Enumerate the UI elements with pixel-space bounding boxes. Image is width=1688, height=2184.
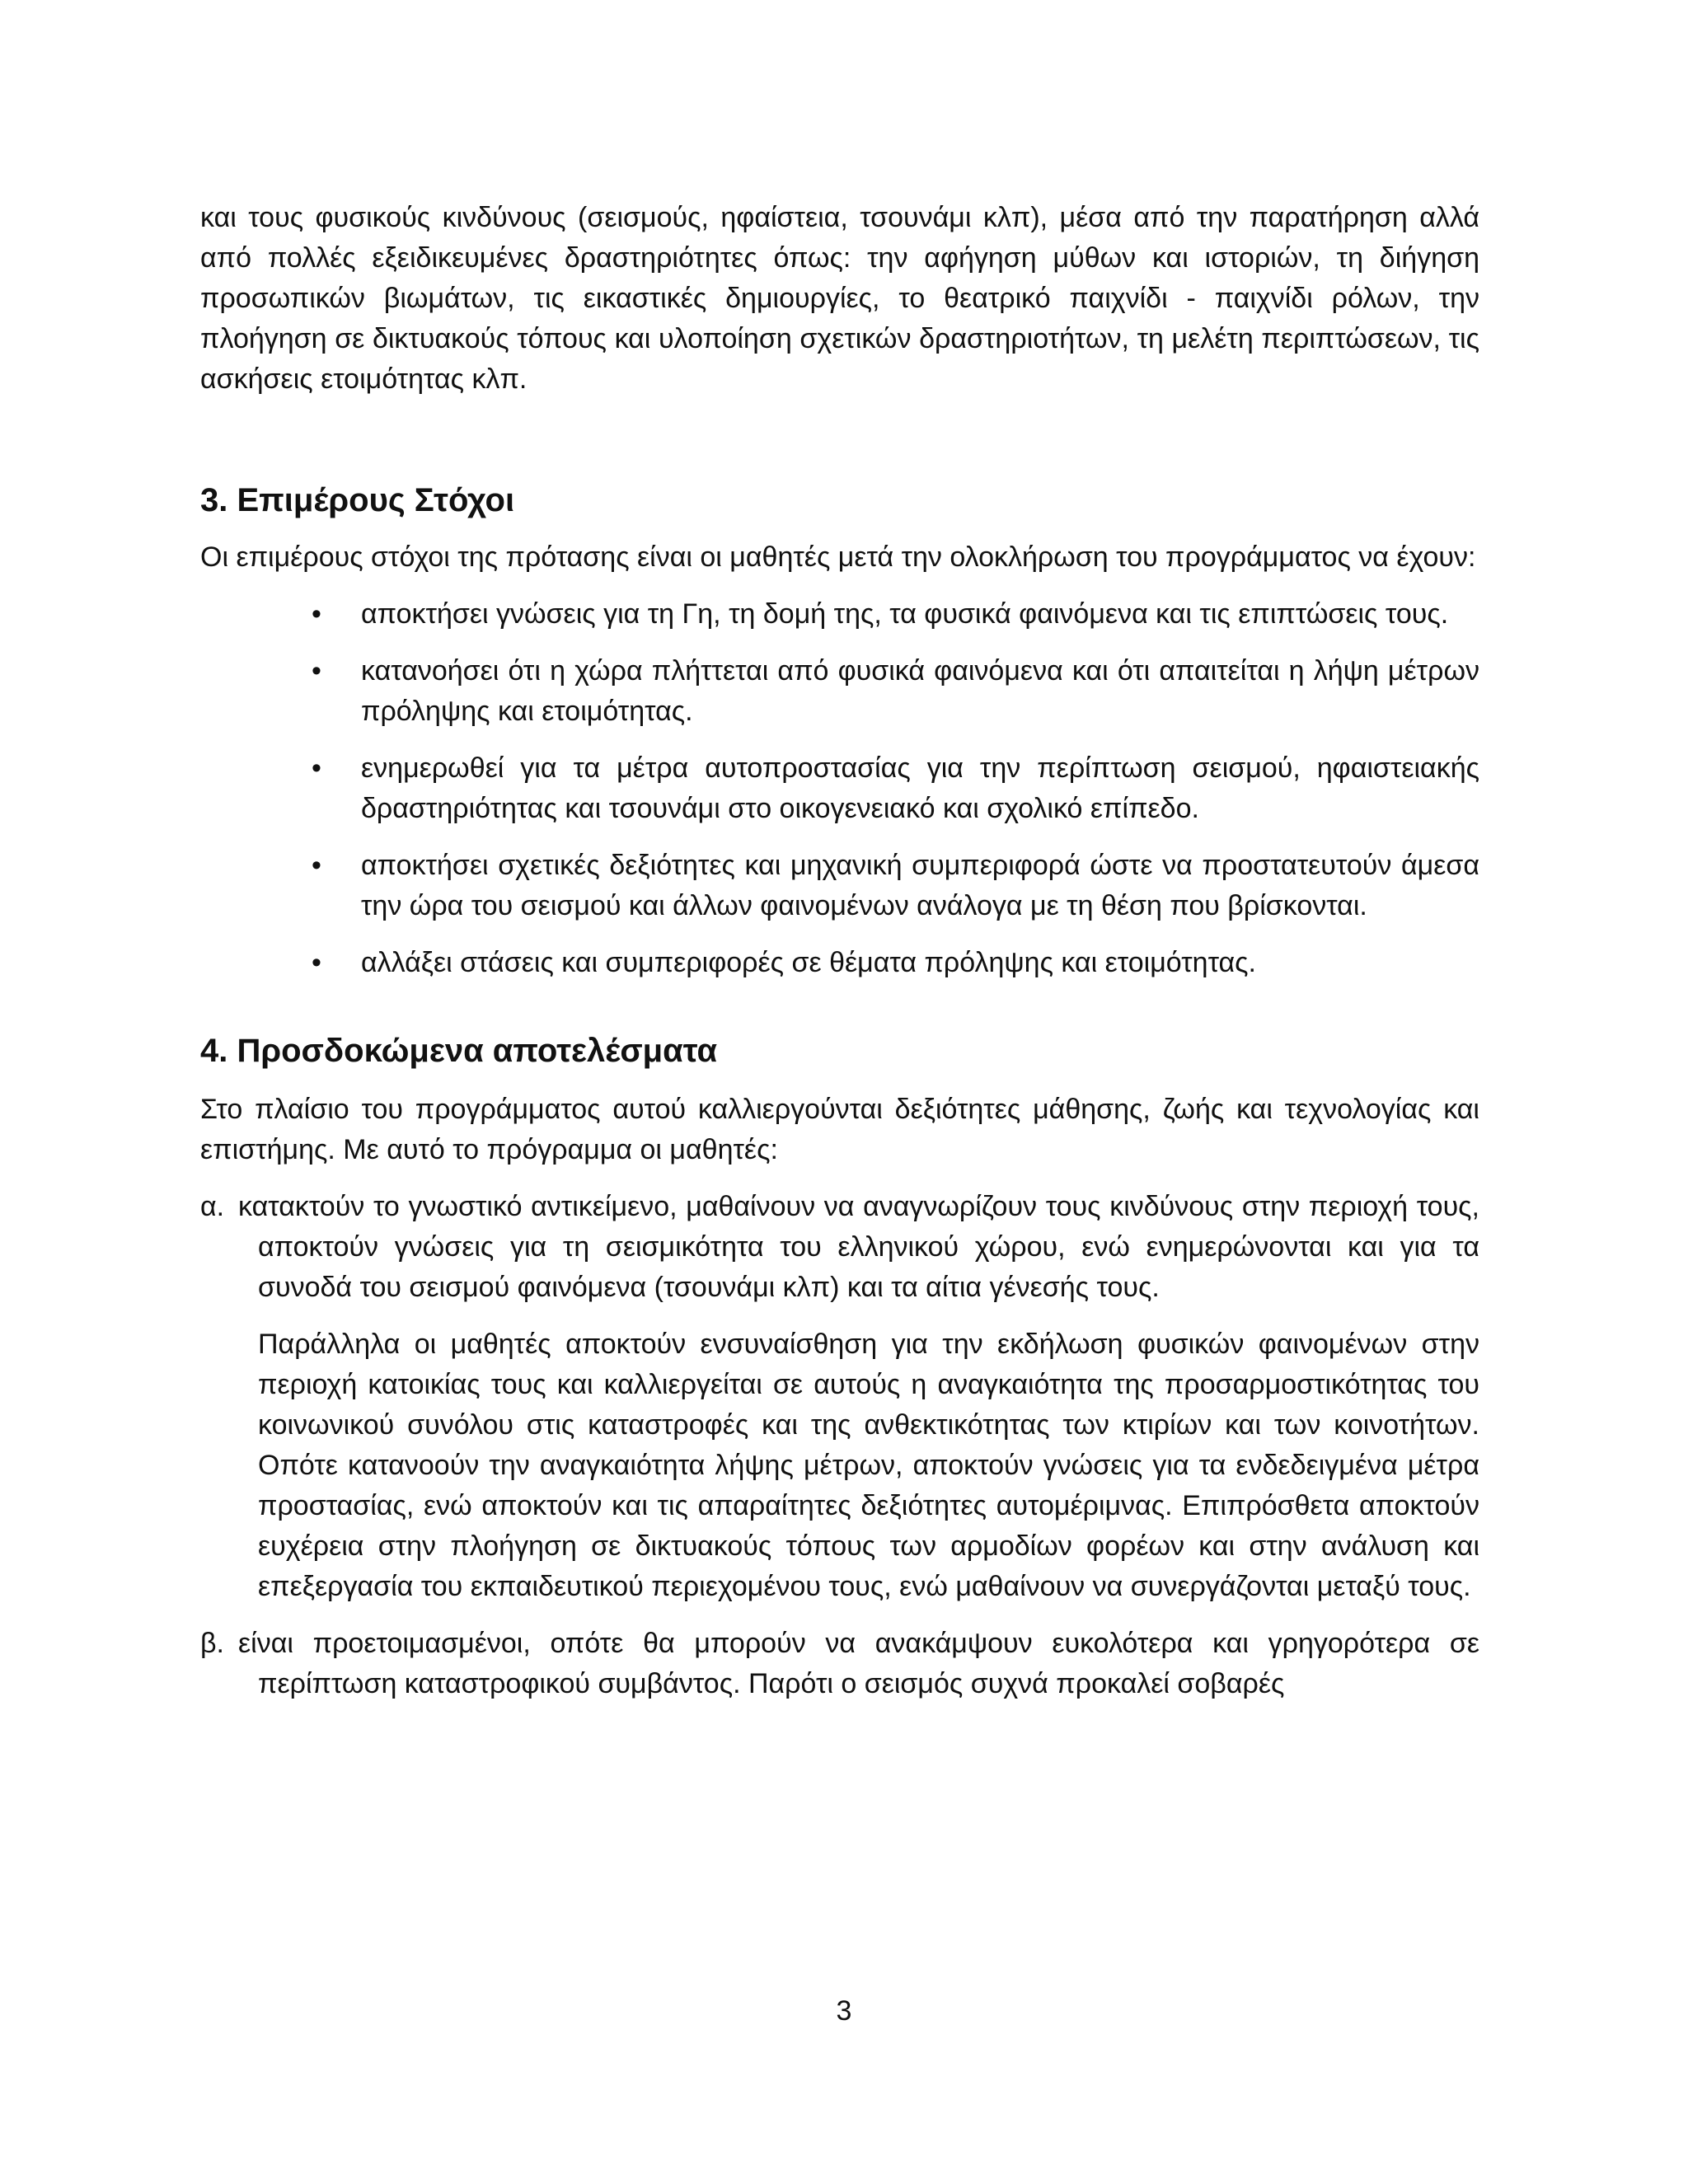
outcome-item-b: [200, 1624, 1479, 1704]
objective-text: ενημερωθεί για τα μέτρα αυτοπροστασίας για την περίπτωση σεισμού, ηφαιστειακής δραστηριότητας και τσουνάμι στο οικογενειακό και σχολικό επίπεδο.: [361, 752, 1479, 824]
outcome-text-a: κατακτούν το γνωστικό αντικείμενο, μαθαίνουν να αναγνωρίζουν τους κινδύνους στην περιοχή τους, αποκτούν γνώσεις για τη σεισμικότητα του ελληνικού χώρου, ενώ ενημερώνονται και για τα συνοδά του σεισμού φαινόμενα (τσουνάμι κλπ) και τα αίτια γένεσής τους.: [238, 1191, 1479, 1303]
objective-text: αλλάξει στάσεις και συμπεριφορές σε θέματα πρόληψης και ετοιμότητας.: [361, 947, 1257, 978]
section-3-intro: Οι επιμέρους στόχοι της πρότασης είναι οι μαθητές μετά την ολοκλήρωση του προγράμματος να έχουν:: [200, 541, 1476, 573]
outcome-marker-b: β.: [200, 1628, 225, 1659]
bullet-icon: •: [312, 752, 321, 784]
outcome-text-b: είναι προετοιμασμένοι, οπότε θα μπορούν να ανακάμψουν ευκολότερα και γρηγορότερα σε περίπτωση καταστροφικού συμβάντος. Παρότι ο σεισμός συχνά προκαλεί σοβαρές: [238, 1628, 1479, 1699]
outcome-item-a: [200, 1187, 1479, 1308]
section-3-heading: 3. Επιμέρους Στόχοι: [200, 482, 515, 518]
section-4-heading: 4. Προσδοκώμενα αποτελέσματα: [200, 1033, 718, 1069]
page-number: 3: [836, 1995, 852, 2027]
section-4-intro: Στο πλαίσιο του προγράμματος αυτού καλλιεργούνται δεξιότητες μάθησης, ζωής και τεχνολογίας και επιστήμης. Με αυτό το πρόγραμμα οι μαθητές:: [200, 1094, 1479, 1165]
objective-text: αποκτήσει γνώσεις για τη Γη, τη δομή της, τα φυσικά φαινόμενα και τις επιπτώσεις τους.: [361, 598, 1449, 630]
objective-text: αποκτήσει σχετικές δεξιότητες και μηχανική συμπεριφορά ώστε να προστατευτούν άμεσα την ώρα του σεισμού και άλλων φαινομένων ανάλογα με τη θέση που βρίσκονται.: [361, 850, 1479, 921]
bullet-icon: •: [312, 598, 321, 630]
document-page: [200, 198, 1479, 1704]
outcome-continuation-a: Παράλληλα οι μαθητές αποκτούν ενσυναίσθηση για την εκδήλωση φυσικών φαινομένων στην περιοχή κατοικίας τους και καλλιεργείται σε αυτούς η αναγκαιότητα της προσαρμοστικότητας του κοινωνικού συνόλου στις καταστροφές και της ανθεκτικότητας των κτιρίων και των κοινοτήτων. Οπότε κατανοούν την αναγκαιότητα λήψης μέτρων, αποκτούν γνώσεις για τα ενδεδειγμένα μέτρα προστασίας, ενώ αποκτούν και τις απαραίτητες δεξιότητες αυτομέριμνας. Επιπρόσθετα αποκτούν ευχέρεια στην πλοήγηση σε δικτυακούς τόπους των αρμοδίων φορέων και στην ανάλυση και επεξεργασία του εκπαιδευτικού περιεχομένου τους, ενώ μαθαίνουν να συνεργάζονται μεταξύ τους.: [258, 1329, 1479, 1602]
list-item: [200, 594, 1479, 635]
list-item: [200, 943, 1479, 983]
list-item: [200, 846, 1479, 926]
bullet-icon: •: [312, 850, 321, 881]
list-item: [200, 748, 1479, 829]
list-item: [200, 651, 1479, 732]
outcomes-list: [200, 1187, 1479, 1704]
bullet-icon: •: [312, 655, 321, 687]
objectives-list: [200, 594, 1479, 983]
objective-text: κατανοήσει ότι η χώρα πλήττεται από φυσικά φαινόμενα και ότι απαιτείται η λήψη μέτρων πρόληψης και ετοιμότητας.: [361, 655, 1479, 727]
bullet-icon: •: [312, 947, 321, 978]
outcome-marker-a: α.: [200, 1191, 225, 1222]
intro-paragraph: και τους φυσικούς κινδύνους (σεισμούς, ηφαίστεια, τσουνάμι κλπ), μέσα από την παρατήρηση αλλά από πολλές εξειδικευμένες δραστηριότητες όπως: την αφήγηση μύθων και ιστοριών, τη διήγηση προσωπικών βιωμάτων, τις εικαστικές δημιουργίες, το θεατρικό παιχνίδι - παιχνίδι ρόλων, την πλοήγηση σε δικτυακούς τόπους και υλοποίηση σχετικών δραστηριοτήτων, τη μελέτη περιπτώσεων, τις ασκήσεις ετοιμότητας κλπ.: [200, 202, 1479, 395]
